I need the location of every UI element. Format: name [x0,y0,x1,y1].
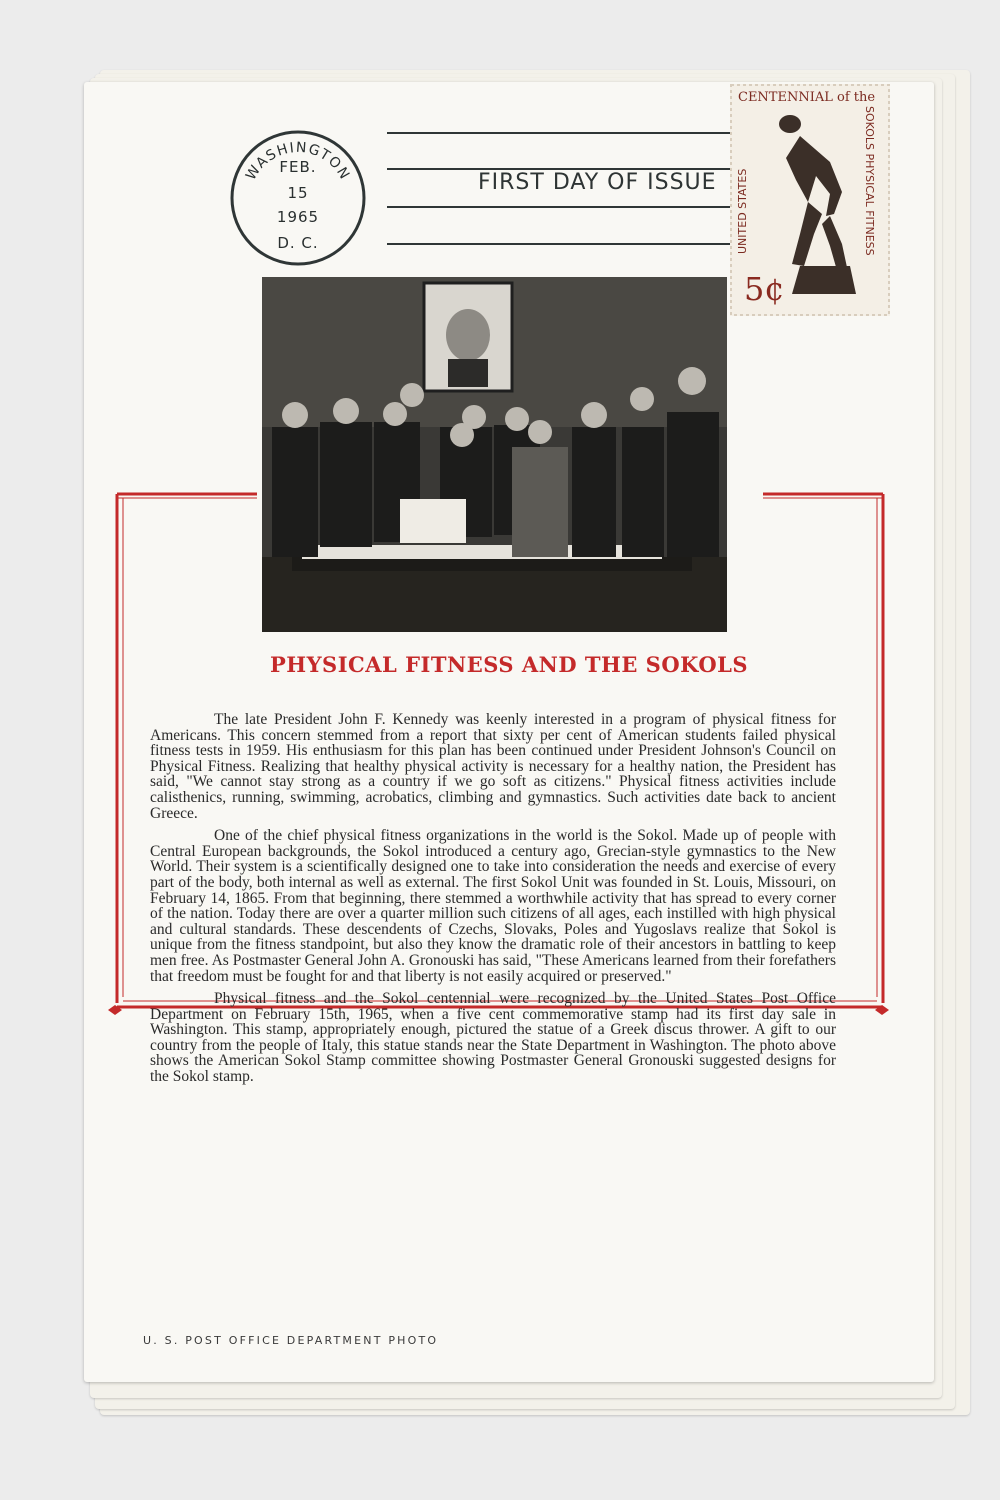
postmark-year: 1965 [276,208,320,226]
cancel-line-1 [387,132,747,134]
postmark-state: D. C. [277,234,319,252]
cancel-line-4 [387,243,747,245]
postmark-day: 15 [287,184,309,202]
article-paragraph-1: The late President John F. Kennedy was keenly interested in a program of physical fitness for Americans. This concern stemmed from a report that sixty per cent of American students failed physical fitness tests in 1959. His enthusiasm for this plan has been continued under President Johnson's Council on Physical Fitness. Realizing that healthy physical activity is necessary for a healthy nation, the President has said, "We cannot stay strong as a country if we go soft as citizens." Physical fitness activities include calisthenics, running, swimming, acrobatics, climbing and gymnastics. Such activities date back to ancient Greece. [150,711,836,822]
cancel-line-3 [387,206,747,208]
stamp-physical-fitness-text: SOKOLS PHYSICAL FITNESS [863,106,876,256]
stamp-united-states-text: UNITED STATES [736,168,749,254]
postage-stamp [730,84,890,316]
article-title: PHYSICAL FITNESS AND THE SOKOLS [269,652,749,677]
article-body [150,712,836,1092]
article-paragraph-2: One of the chief physical fitness organizations in the world is the Sokol. Made up of people with Central European backgrounds, the Sokol introduced a century ago, Grecian-style gymnastics to the New World. Their system is a scientifically designed one to take into consideration the needs and exercise of every part of the body, both internal as well as external. The first Sokol Unit was founded in St. Louis, Missouri, on February 14, 1865. From that beginning, there stemmed a worthwhile activity that has spread to every corner of the nation. Today there are over a quarter million such citizens of all ages, each instilled with high physical and cultural standards. These descendents of Czechs, Slovaks, Poles and Yugoslavs realize that Sokol is unique from the fitness standpoint, but also they know the dramatic role of their ancestors in battling to keep men free. As Postmaster General John A. Gronouski has said, "These Americans learned from their forefathers that freedom must be fought for and that liberty is not easily acquired or preserved." [150,827,836,985]
postmark [228,128,368,268]
photo-credit: U. S. POST OFFICE DEPARTMENT PHOTO [143,1334,439,1347]
first-day-of-issue-cancel: FIRST DAY OF ISSUE [472,170,723,195]
stamp-centennial-text: CENTENNIAL of the [738,90,876,105]
stamp-denomination: 5¢ [744,270,785,308]
postmark-month: FEB. [279,158,317,176]
postmark-city: WASHINGTON [243,139,353,184]
article-paragraph-3: Physical fitness and the Sokol centennial were recognized by the United States Post Office Department on February 15th, 1965, when a five cent commemorative stamp had its first day sale in Washington. This stamp, appropriately enough, pictured the statue of a Greek discus thrower. A gift to our country from the people of Italy, this statue stands near the State Department in Washington. The photo above shows the American Sokol Stamp committee showing Postmaster General Gronouski suggested designs for the Sokol stamp. [150,990,836,1086]
